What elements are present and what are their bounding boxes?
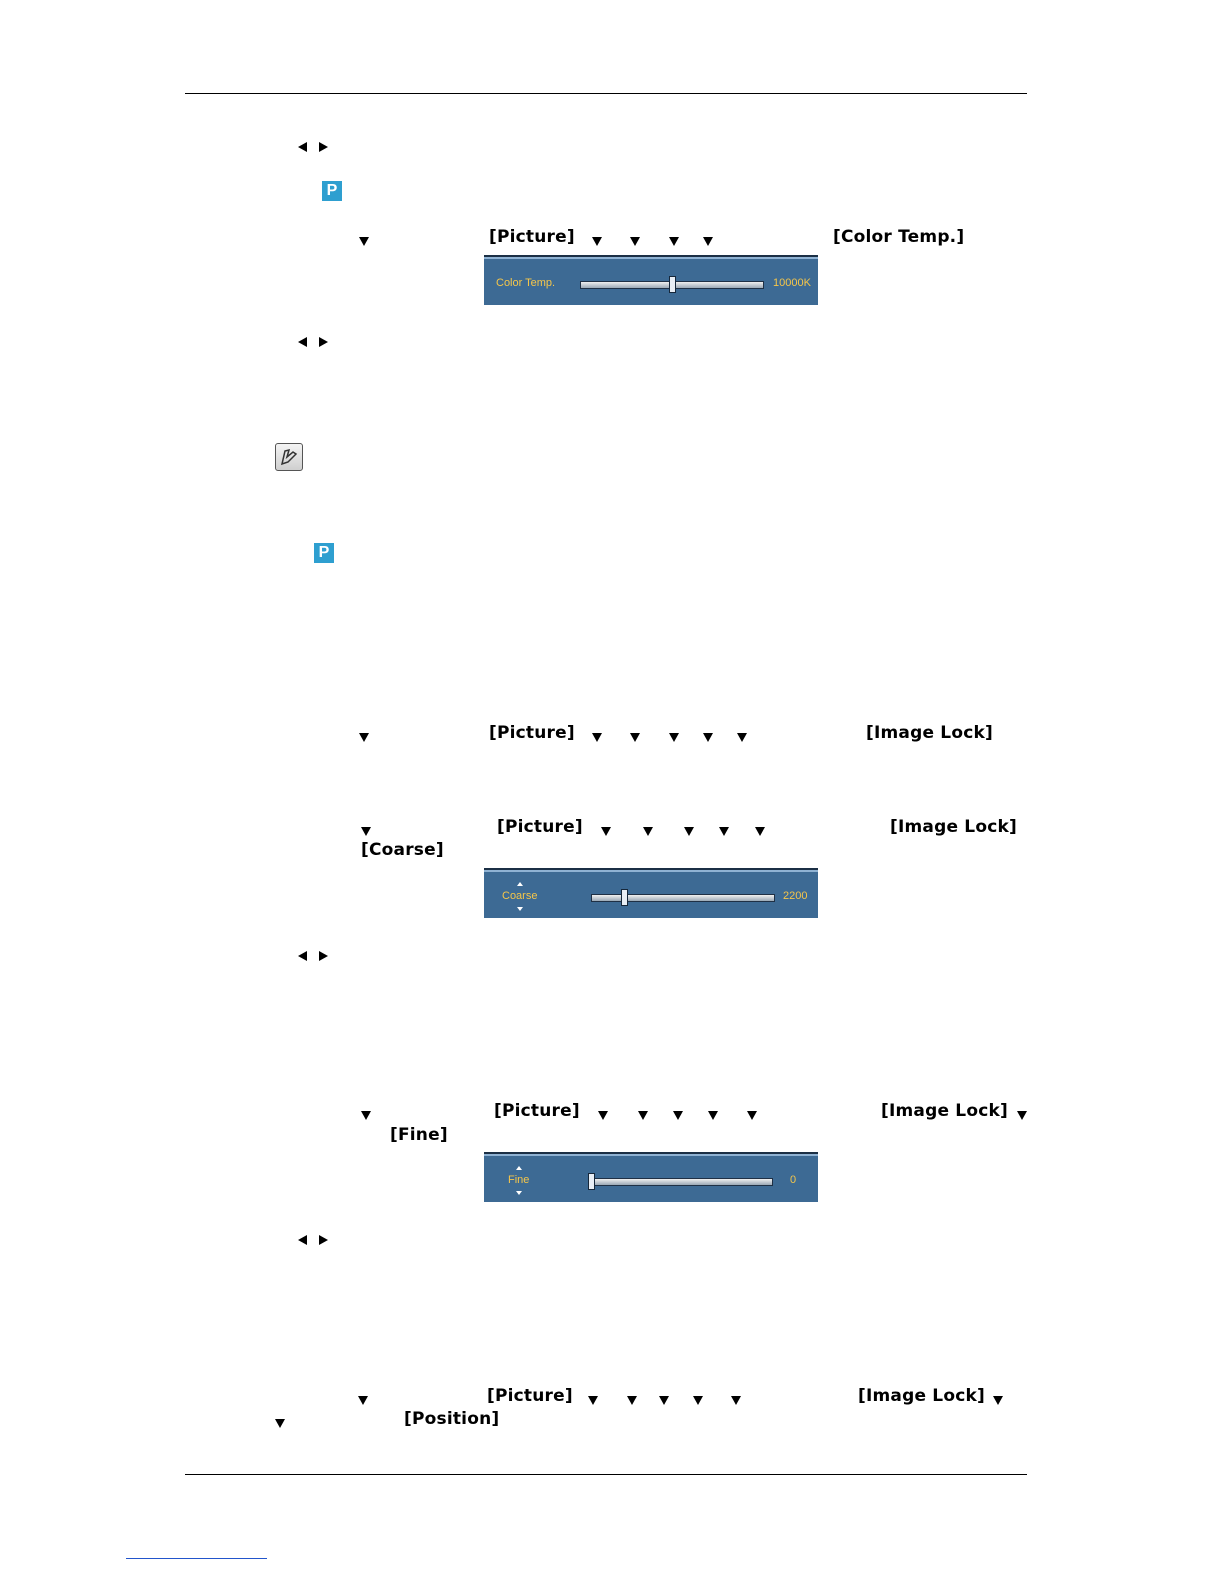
down-arrow-icon: [643, 827, 653, 836]
up-arrow-icon: [516, 1166, 522, 1170]
footer-rule: [185, 1474, 1027, 1475]
left-arrow-icon: [298, 951, 307, 961]
picture-mode-icon: P: [322, 181, 342, 201]
down-arrow-icon: [630, 733, 640, 742]
down-arrow-icon: [669, 733, 679, 742]
osd-fine-value: 0: [790, 1174, 797, 1186]
down-arrow-icon: [358, 1396, 368, 1405]
osd-coarse-panel: [484, 868, 818, 918]
picture-menu-label: [Picture]: [489, 723, 575, 743]
fine-slider-thumb[interactable]: [588, 1173, 595, 1190]
down-arrow-icon: [592, 237, 602, 246]
image-lock-menu-label: [Image Lock]: [881, 1101, 1008, 1121]
down-arrow-icon: [627, 1396, 637, 1405]
coarse-slider-track[interactable]: [591, 894, 775, 902]
picture-menu-label: [Picture]: [487, 1386, 573, 1406]
down-arrow-icon: [598, 1111, 608, 1120]
down-arrow-icon: [516, 1191, 522, 1195]
down-arrow-icon: [1017, 1111, 1027, 1120]
down-arrow-icon: [708, 1111, 718, 1120]
coarse-slider-thumb[interactable]: [621, 889, 628, 906]
osd-color-temp-label: Color Temp.: [496, 277, 556, 289]
down-arrow-icon: [719, 827, 729, 836]
down-arrow-icon: [638, 1111, 648, 1120]
down-arrow-icon: [275, 1419, 285, 1428]
osd-coarse-label: Coarse: [502, 890, 538, 902]
note-icon: [275, 443, 303, 471]
osd-color-temp-value: 10000K: [773, 277, 811, 289]
color-temp-menu-label: [Color Temp.]: [833, 227, 965, 247]
header-rule: [185, 93, 1027, 94]
down-arrow-icon: [673, 1111, 683, 1120]
picture-menu-label: [Picture]: [489, 227, 575, 247]
image-lock-menu-label: [Image Lock]: [858, 1386, 985, 1406]
right-arrow-icon: [319, 142, 328, 152]
left-arrow-icon: [298, 337, 307, 347]
down-arrow-icon: [755, 827, 765, 836]
down-arrow-icon: [737, 733, 747, 742]
down-arrow-icon: [361, 827, 371, 836]
down-arrow-icon: [703, 237, 713, 246]
down-arrow-icon: [630, 237, 640, 246]
down-arrow-icon: [592, 733, 602, 742]
right-arrow-icon: [319, 1235, 328, 1245]
osd-fine-label: Fine: [508, 1174, 530, 1186]
down-arrow-icon: [693, 1396, 703, 1405]
down-arrow-icon: [659, 1396, 669, 1405]
position-menu-label: [Position]: [404, 1409, 500, 1429]
picture-mode-icon: P: [314, 543, 334, 563]
left-arrow-icon: [298, 1235, 307, 1245]
osd-coarse-value: 2200: [783, 890, 808, 902]
picture-menu-label: [Picture]: [497, 817, 583, 837]
up-arrow-icon: [517, 882, 523, 886]
down-arrow-icon: [361, 1111, 371, 1120]
down-arrow-icon: [993, 1396, 1003, 1405]
footer-link-underline[interactable]: [126, 1558, 267, 1559]
coarse-menu-label: [Coarse]: [361, 840, 444, 860]
down-arrow-icon: [703, 733, 713, 742]
right-arrow-icon: [319, 337, 328, 347]
down-arrow-icon: [684, 827, 694, 836]
image-lock-menu-label: [Image Lock]: [866, 723, 993, 743]
color-temp-slider-thumb[interactable]: [669, 276, 676, 293]
fine-slider-track[interactable]: [589, 1178, 773, 1186]
down-arrow-icon: [601, 827, 611, 836]
down-arrow-icon: [359, 733, 369, 742]
down-arrow-icon: [747, 1111, 757, 1120]
down-arrow-icon: [359, 237, 369, 246]
down-arrow-icon: [731, 1396, 741, 1405]
fine-menu-label: [Fine]: [390, 1125, 448, 1145]
left-arrow-icon: [298, 142, 307, 152]
image-lock-menu-label: [Image Lock]: [890, 817, 1017, 837]
down-arrow-icon: [517, 907, 523, 911]
right-arrow-icon: [319, 951, 328, 961]
picture-menu-label: [Picture]: [494, 1101, 580, 1121]
down-arrow-icon: [588, 1396, 598, 1405]
osd-fine-panel: [484, 1152, 818, 1202]
osd-color-temp-panel: [484, 255, 818, 305]
down-arrow-icon: [669, 237, 679, 246]
